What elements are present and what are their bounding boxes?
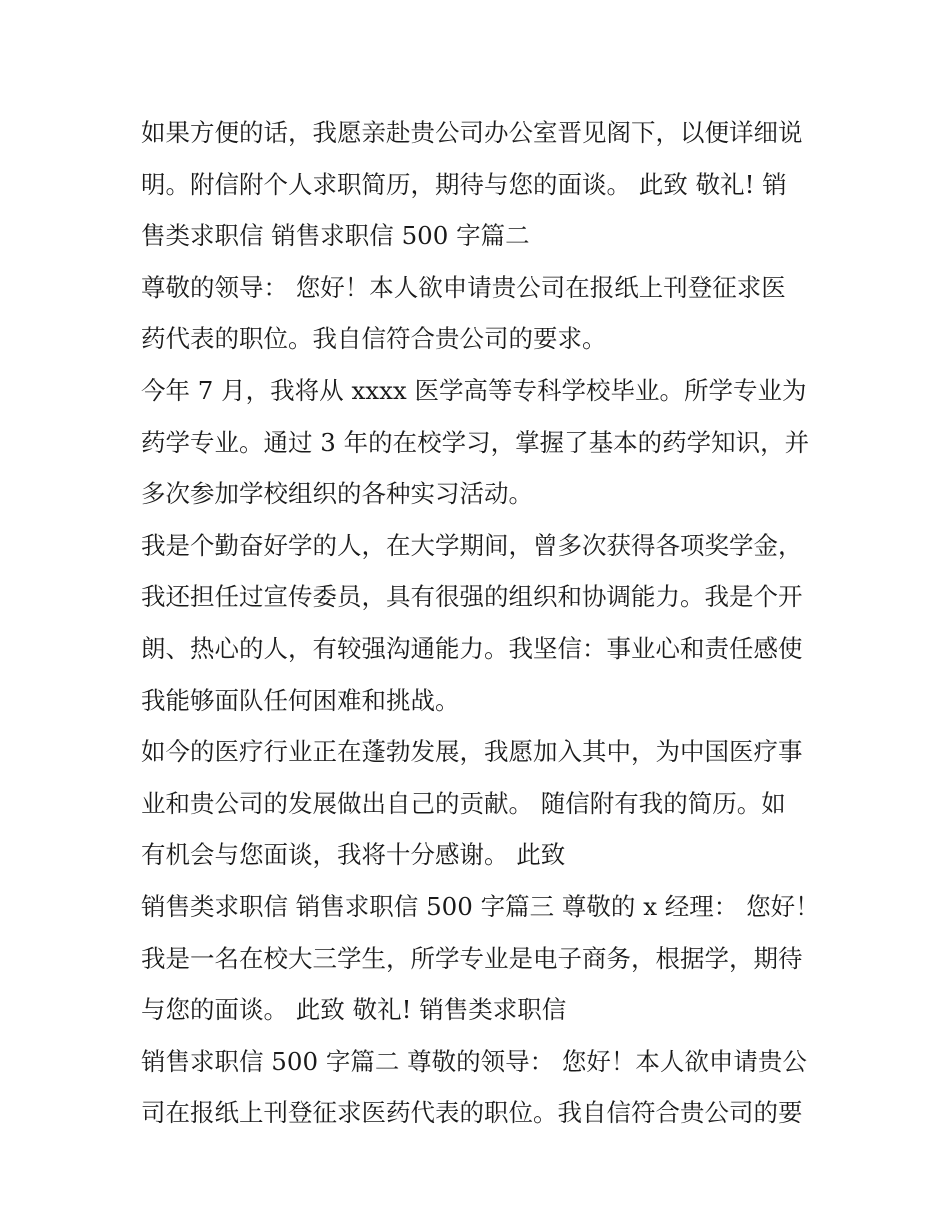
text-line: 我是个勤奋好学的人，在大学期间，曾多次获得各项奖学金， bbox=[141, 530, 803, 560]
text-line: 如今的医疗行业正在蓬勃发展，我愿加入其中，为中国医疗事 bbox=[141, 737, 803, 767]
text-line: 销售类求职信 销售求职信 500 字篇三 尊敬的 x 经理： 您好！ bbox=[141, 891, 820, 921]
text-line: 有机会与您面谈，我将十分感谢。 此致 bbox=[141, 840, 566, 870]
text-line: 尊敬的领导： 您好！本人欲申请贵公司在报纸上刊登征求医 bbox=[141, 272, 786, 302]
text-line: 药学专业。通过 3 年的在校学习，掌握了基本的药学知识，并 bbox=[141, 427, 810, 457]
text-line: 我是一名在校大三学生，所学专业是电子商务，根据学，期待 bbox=[141, 943, 803, 973]
text-line: 多次参加学校组织的各种实习活动。 bbox=[141, 479, 533, 509]
text-line: 销售求职信 500 字篇二 尊敬的领导： 您好！本人欲申请贵公 bbox=[141, 1046, 807, 1076]
text-line: 今年 7 月，我将从 xxxx 医学高等专科学校毕业。所学专业为 bbox=[141, 375, 807, 405]
document-body bbox=[141, 107, 821, 1139]
text-line: 药代表的职位。我自信符合贵公司的要求。 bbox=[141, 324, 607, 354]
text-line: 业和贵公司的发展做出自己的贡献。 随信附有我的简历。如 bbox=[141, 788, 786, 818]
text-line: 如果方便的话，我愿亲赴贵公司办公室晋见阁下，以便详细说 bbox=[141, 118, 803, 147]
text-line: 司在报纸上刊登征求医药代表的职位。我自信符合贵公司的要 bbox=[141, 1098, 803, 1128]
text-line: 售类求职信 销售求职信 500 字篇二 bbox=[141, 221, 530, 251]
text-line: 朗、热心的人，有较强沟通能力。我坚信：事业心和责任感使 bbox=[141, 633, 803, 663]
text-line: 明。附信附个人求职简历，期待与您的面谈。 此致 敬礼! 销 bbox=[141, 169, 787, 199]
text-line: 与您的面谈。 此致 敬礼! 销售类求职信 bbox=[141, 995, 567, 1025]
text-line: 我能够面队任何困难和挑战。 bbox=[141, 685, 460, 715]
text-line: 我还担任过宣传委员，具有很强的组织和协调能力。我是个开 bbox=[141, 582, 803, 612]
